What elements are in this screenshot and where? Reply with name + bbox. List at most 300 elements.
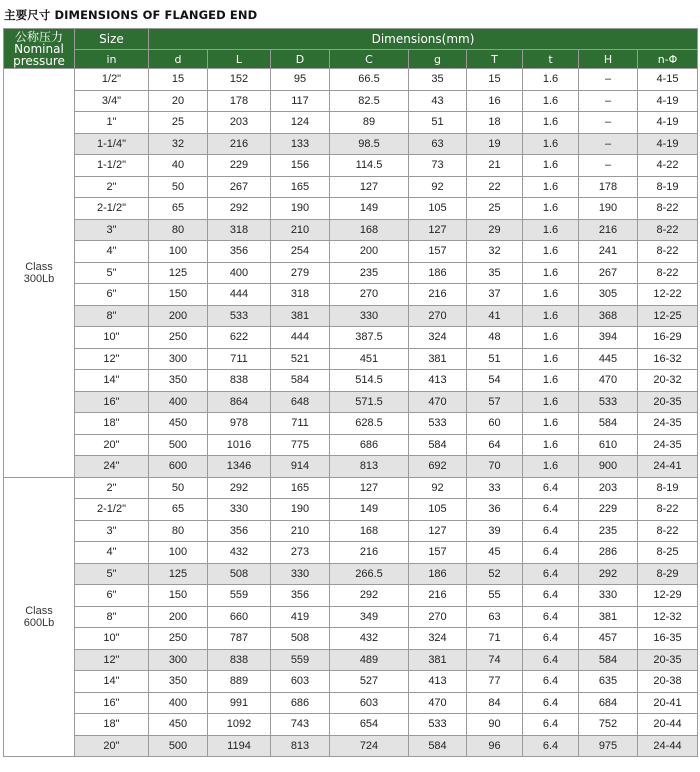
cell-D: 381 xyxy=(271,305,330,327)
cell-n-phi: 4-19 xyxy=(638,133,698,155)
cell-g: 533 xyxy=(409,714,467,736)
cell-size-in: 1-1/2" xyxy=(75,155,149,177)
cell-t: 1.6 xyxy=(523,219,579,241)
cell-d: 40 xyxy=(149,155,208,177)
cell-C: 571.5 xyxy=(330,391,409,413)
cell-size-in: 3" xyxy=(75,219,149,241)
cell-H: 584 xyxy=(579,649,638,671)
cell-C: 266.5 xyxy=(330,563,409,585)
cell-t: 6.4 xyxy=(523,499,579,521)
cell-D: 133 xyxy=(271,133,330,155)
cell-d: 200 xyxy=(149,606,208,628)
cell-L: 203 xyxy=(208,112,271,134)
cell-H: 178 xyxy=(579,176,638,198)
cell-T: 32 xyxy=(467,241,523,263)
cell-d: 450 xyxy=(149,714,208,736)
cell-n-phi: 16-35 xyxy=(638,628,698,650)
cell-t: 1.6 xyxy=(523,90,579,112)
cell-H: 635 xyxy=(579,671,638,693)
cell-n-phi: 8-22 xyxy=(638,241,698,263)
cell-t: 1.6 xyxy=(523,133,579,155)
cell-g: 127 xyxy=(409,219,467,241)
cell-D: 419 xyxy=(271,606,330,628)
cell-L: 178 xyxy=(208,90,271,112)
cell-t: 6.4 xyxy=(523,649,579,671)
cell-C: 149 xyxy=(330,499,409,521)
cell-size-in: 14" xyxy=(75,671,149,693)
cell-L: 216 xyxy=(208,133,271,155)
cell-n-phi: 24-35 xyxy=(638,434,698,456)
cell-T: 51 xyxy=(467,348,523,370)
cell-L: 508 xyxy=(208,563,271,585)
cell-t: 1.6 xyxy=(523,69,579,91)
cell-size-in: 16" xyxy=(75,692,149,714)
cell-H: 900 xyxy=(579,456,638,478)
cell-d: 600 xyxy=(149,456,208,478)
cell-n-phi: 24-41 xyxy=(638,456,698,478)
table-row xyxy=(4,628,698,650)
cell-C: 149 xyxy=(330,198,409,220)
cell-n-phi: 8-29 xyxy=(638,563,698,585)
cell-size-in: 4" xyxy=(75,241,149,263)
cell-C: 527 xyxy=(330,671,409,693)
cell-T: 37 xyxy=(467,284,523,306)
cell-t: 6.4 xyxy=(523,585,579,607)
cell-g: 381 xyxy=(409,649,467,671)
cell-D: 273 xyxy=(271,542,330,564)
cell-d: 50 xyxy=(149,176,208,198)
cell-g: 413 xyxy=(409,370,467,392)
cell-t: 6.4 xyxy=(523,714,579,736)
cell-L: 1016 xyxy=(208,434,271,456)
cell-t: 6.4 xyxy=(523,735,579,757)
cell-t: 6.4 xyxy=(523,563,579,585)
cell-T: 29 xyxy=(467,219,523,241)
cell-g: 470 xyxy=(409,391,467,413)
cell-H: 381 xyxy=(579,606,638,628)
cell-d: 20 xyxy=(149,90,208,112)
cell-size-in: 10" xyxy=(75,327,149,349)
cell-size-in: 6" xyxy=(75,284,149,306)
cell-L: 838 xyxy=(208,370,271,392)
cell-t: 6.4 xyxy=(523,542,579,564)
cell-T: 54 xyxy=(467,370,523,392)
cell-g: 157 xyxy=(409,241,467,263)
table-row xyxy=(4,370,698,392)
cell-T: 90 xyxy=(467,714,523,736)
table-row xyxy=(4,112,698,134)
cell-n-phi: 8-22 xyxy=(638,262,698,284)
cell-C: 66.5 xyxy=(330,69,409,91)
cell-L: 711 xyxy=(208,348,271,370)
class-label-line: 300Lb xyxy=(23,272,55,285)
class-label-line: Class xyxy=(25,604,53,617)
cell-d: 250 xyxy=(149,628,208,650)
dimensions-header: Dimensions(mm) xyxy=(149,29,698,50)
cell-t: 1.6 xyxy=(523,348,579,370)
table-row xyxy=(4,90,698,112)
cell-size-in: 12" xyxy=(75,348,149,370)
cell-C: 82.5 xyxy=(330,90,409,112)
cell-D: 559 xyxy=(271,649,330,671)
cell-d: 32 xyxy=(149,133,208,155)
cell-D: 813 xyxy=(271,735,330,757)
cell-H: 394 xyxy=(579,327,638,349)
cell-n-phi: 20-35 xyxy=(638,649,698,671)
cell-n-phi: 20-32 xyxy=(638,370,698,392)
cell-D: 330 xyxy=(271,563,330,585)
cell-D: 210 xyxy=(271,219,330,241)
cell-C: 349 xyxy=(330,606,409,628)
cell-t: 1.6 xyxy=(523,434,579,456)
table-row xyxy=(4,692,698,714)
cell-C: 330 xyxy=(330,305,409,327)
table-row xyxy=(4,477,698,499)
col-header-H: H xyxy=(579,50,638,69)
cell-D: 603 xyxy=(271,671,330,693)
cell-T: 60 xyxy=(467,413,523,435)
cell-g: 216 xyxy=(409,585,467,607)
cell-g: 105 xyxy=(409,499,467,521)
nominal-pressure-header xyxy=(4,29,75,69)
cell-size-in: 24" xyxy=(75,456,149,478)
cell-D: 444 xyxy=(271,327,330,349)
cell-size-in: 1-1/4" xyxy=(75,133,149,155)
cell-T: 16 xyxy=(467,90,523,112)
cell-C: 724 xyxy=(330,735,409,757)
cell-d: 350 xyxy=(149,370,208,392)
cell-g: 270 xyxy=(409,305,467,327)
cell-g: 584 xyxy=(409,735,467,757)
cell-D: 508 xyxy=(271,628,330,650)
cell-size-in: 2-1/2" xyxy=(75,499,149,521)
cell-L: 400 xyxy=(208,262,271,284)
cell-size-in: 1/2" xyxy=(75,69,149,91)
cell-t: 1.6 xyxy=(523,284,579,306)
cell-t: 6.4 xyxy=(523,671,579,693)
cell-D: 743 xyxy=(271,714,330,736)
class-label-line: Class xyxy=(25,260,53,273)
cell-n-phi: 8-19 xyxy=(638,176,698,198)
cell-g: 63 xyxy=(409,133,467,155)
cell-size-in: 8" xyxy=(75,305,149,327)
table-row xyxy=(4,499,698,521)
cell-t: 1.6 xyxy=(523,198,579,220)
cell-n-phi: 8-22 xyxy=(638,219,698,241)
cell-d: 100 xyxy=(149,241,208,263)
cell-L: 318 xyxy=(208,219,271,241)
cell-L: 622 xyxy=(208,327,271,349)
cell-T: 48 xyxy=(467,327,523,349)
cell-L: 292 xyxy=(208,198,271,220)
table-row xyxy=(4,348,698,370)
cell-size-in: 2-1/2" xyxy=(75,198,149,220)
cell-D: 356 xyxy=(271,585,330,607)
cell-H: 368 xyxy=(579,305,638,327)
cell-size-in: 20" xyxy=(75,434,149,456)
cell-g: 127 xyxy=(409,520,467,542)
table-row xyxy=(4,563,698,585)
cell-H: 470 xyxy=(579,370,638,392)
cell-n-phi: 16-29 xyxy=(638,327,698,349)
cell-size-in: 3/4" xyxy=(75,90,149,112)
cell-T: 45 xyxy=(467,542,523,564)
table-row xyxy=(4,241,698,263)
cell-d: 80 xyxy=(149,520,208,542)
cell-H: 752 xyxy=(579,714,638,736)
cell-d: 15 xyxy=(149,69,208,91)
cell-D: 914 xyxy=(271,456,330,478)
cell-C: 200 xyxy=(330,241,409,263)
cell-n-phi: 8-19 xyxy=(638,477,698,499)
cell-T: 15 xyxy=(467,69,523,91)
cell-C: 114.5 xyxy=(330,155,409,177)
cell-t: 1.6 xyxy=(523,413,579,435)
cell-C: 432 xyxy=(330,628,409,650)
cell-g: 186 xyxy=(409,563,467,585)
cell-L: 356 xyxy=(208,241,271,263)
cell-d: 400 xyxy=(149,391,208,413)
cell-D: 584 xyxy=(271,370,330,392)
cell-L: 1092 xyxy=(208,714,271,736)
cell-size-in: 18" xyxy=(75,413,149,435)
cell-D: 686 xyxy=(271,692,330,714)
cell-d: 150 xyxy=(149,284,208,306)
cell-size-in: 2" xyxy=(75,176,149,198)
class-label-cell xyxy=(4,69,75,478)
cell-H: 292 xyxy=(579,563,638,585)
cell-t: 6.4 xyxy=(523,628,579,650)
cell-L: 229 xyxy=(208,155,271,177)
cell-size-in: 16" xyxy=(75,391,149,413)
cell-H: 229 xyxy=(579,499,638,521)
cell-n-phi: 12-32 xyxy=(638,606,698,628)
cell-H: 584 xyxy=(579,413,638,435)
cell-D: 210 xyxy=(271,520,330,542)
cell-t: 1.6 xyxy=(523,262,579,284)
cell-D: 117 xyxy=(271,90,330,112)
cell-H: 190 xyxy=(579,198,638,220)
cell-size-in: 14" xyxy=(75,370,149,392)
cell-n-phi: 12-25 xyxy=(638,305,698,327)
cell-D: 775 xyxy=(271,434,330,456)
cell-d: 300 xyxy=(149,348,208,370)
class-label-cell xyxy=(4,477,75,757)
cell-size-in: 8" xyxy=(75,606,149,628)
nominal-pressure-en-2: pressure xyxy=(13,53,65,68)
cell-d: 25 xyxy=(149,112,208,134)
cell-size-in: 5" xyxy=(75,262,149,284)
cell-t: 1.6 xyxy=(523,370,579,392)
cell-g: 381 xyxy=(409,348,467,370)
cell-H: 610 xyxy=(579,434,638,456)
cell-d: 125 xyxy=(149,262,208,284)
cell-L: 838 xyxy=(208,649,271,671)
cell-T: 74 xyxy=(467,649,523,671)
cell-g: 157 xyxy=(409,542,467,564)
cell-t: 6.4 xyxy=(523,606,579,628)
cell-g: 216 xyxy=(409,284,467,306)
cell-L: 787 xyxy=(208,628,271,650)
table-row xyxy=(4,434,698,456)
cell-D: 318 xyxy=(271,284,330,306)
cell-D: 279 xyxy=(271,262,330,284)
nominal-pressure-en-1: Nominal xyxy=(14,41,64,56)
cell-H: 445 xyxy=(579,348,638,370)
cell-g: 270 xyxy=(409,606,467,628)
cell-d: 400 xyxy=(149,692,208,714)
cell-L: 444 xyxy=(208,284,271,306)
cell-T: 52 xyxy=(467,563,523,585)
table-row xyxy=(4,671,698,693)
table-row xyxy=(4,714,698,736)
cell-T: 21 xyxy=(467,155,523,177)
cell-t: 1.6 xyxy=(523,305,579,327)
cell-D: 165 xyxy=(271,477,330,499)
cell-d: 300 xyxy=(149,649,208,671)
cell-T: 22 xyxy=(467,176,523,198)
cell-d: 65 xyxy=(149,198,208,220)
cell-d: 125 xyxy=(149,563,208,585)
cell-d: 450 xyxy=(149,413,208,435)
cell-D: 254 xyxy=(271,241,330,263)
cell-g: 324 xyxy=(409,628,467,650)
cell-T: 55 xyxy=(467,585,523,607)
cell-n-phi: 20-41 xyxy=(638,692,698,714)
cell-d: 50 xyxy=(149,477,208,499)
cell-D: 124 xyxy=(271,112,330,134)
cell-size-in: 4" xyxy=(75,542,149,564)
cell-H: 975 xyxy=(579,735,638,757)
cell-n-phi: 24-44 xyxy=(638,735,698,757)
cell-g: 51 xyxy=(409,112,467,134)
cell-L: 1346 xyxy=(208,456,271,478)
cell-D: 95 xyxy=(271,69,330,91)
col-header-L: L xyxy=(208,50,271,69)
cell-C: 654 xyxy=(330,714,409,736)
cell-H: 684 xyxy=(579,692,638,714)
table-row xyxy=(4,69,698,91)
cell-size-in: 1" xyxy=(75,112,149,134)
cell-T: 36 xyxy=(467,499,523,521)
cell-size-in: 6" xyxy=(75,585,149,607)
cell-L: 889 xyxy=(208,671,271,693)
cell-g: 533 xyxy=(409,413,467,435)
cell-T: 71 xyxy=(467,628,523,650)
cell-T: 25 xyxy=(467,198,523,220)
cell-T: 63 xyxy=(467,606,523,628)
table-title: 主要尺寸 DIMENSIONS OF FLANGED END xyxy=(4,8,258,22)
cell-g: 43 xyxy=(409,90,467,112)
cell-H: – xyxy=(579,112,638,134)
table-row xyxy=(4,456,698,478)
cell-d: 150 xyxy=(149,585,208,607)
cell-t: 1.6 xyxy=(523,456,579,478)
table-row xyxy=(4,262,698,284)
table-row xyxy=(4,606,698,628)
cell-d: 100 xyxy=(149,542,208,564)
cell-L: 1194 xyxy=(208,735,271,757)
size-header: Size xyxy=(75,29,149,50)
cell-t: 1.6 xyxy=(523,241,579,263)
cell-g: 73 xyxy=(409,155,467,177)
cell-T: 57 xyxy=(467,391,523,413)
table-row xyxy=(4,284,698,306)
cell-T: 64 xyxy=(467,434,523,456)
cell-size-in: 3" xyxy=(75,520,149,542)
cell-T: 96 xyxy=(467,735,523,757)
cell-H: – xyxy=(579,69,638,91)
cell-n-phi: 12-22 xyxy=(638,284,698,306)
class-label-line: 600Lb xyxy=(23,616,55,629)
cell-D: 190 xyxy=(271,499,330,521)
cell-C: 451 xyxy=(330,348,409,370)
table-row xyxy=(4,305,698,327)
cell-H: – xyxy=(579,155,638,177)
cell-L: 152 xyxy=(208,69,271,91)
cell-g: 470 xyxy=(409,692,467,714)
cell-t: 1.6 xyxy=(523,112,579,134)
cell-L: 432 xyxy=(208,542,271,564)
cell-T: 18 xyxy=(467,112,523,134)
cell-C: 813 xyxy=(330,456,409,478)
cell-t: 1.6 xyxy=(523,391,579,413)
cell-d: 500 xyxy=(149,735,208,757)
col-header-t: t xyxy=(523,50,579,69)
cell-t: 6.4 xyxy=(523,477,579,499)
cell-g: 692 xyxy=(409,456,467,478)
col-header-in: in xyxy=(75,50,149,69)
cell-n-phi: 12-29 xyxy=(638,585,698,607)
cell-H: – xyxy=(579,90,638,112)
cell-n-phi: 16-32 xyxy=(638,348,698,370)
cell-H: 241 xyxy=(579,241,638,263)
col-header-g: g xyxy=(409,50,467,69)
cell-size-in: 20" xyxy=(75,735,149,757)
cell-n-phi: 4-19 xyxy=(638,90,698,112)
table-row xyxy=(4,155,698,177)
cell-d: 500 xyxy=(149,434,208,456)
table-row xyxy=(4,391,698,413)
cell-D: 156 xyxy=(271,155,330,177)
cell-g: 324 xyxy=(409,327,467,349)
cell-L: 991 xyxy=(208,692,271,714)
col-header-n-phi: n-Φ xyxy=(638,50,698,69)
table-row xyxy=(4,327,698,349)
cell-t: 6.4 xyxy=(523,692,579,714)
table-row xyxy=(4,585,698,607)
cell-C: 387.5 xyxy=(330,327,409,349)
cell-size-in: 12" xyxy=(75,649,149,671)
cell-C: 270 xyxy=(330,284,409,306)
cell-n-phi: 4-15 xyxy=(638,69,698,91)
cell-T: 35 xyxy=(467,262,523,284)
cell-L: 660 xyxy=(208,606,271,628)
cell-n-phi: 8-22 xyxy=(638,198,698,220)
cell-L: 356 xyxy=(208,520,271,542)
table-row xyxy=(4,413,698,435)
cell-C: 127 xyxy=(330,176,409,198)
cell-n-phi: 4-19 xyxy=(638,112,698,134)
cell-g: 413 xyxy=(409,671,467,693)
cell-t: 1.6 xyxy=(523,155,579,177)
table-row xyxy=(4,542,698,564)
table-row xyxy=(4,176,698,198)
cell-H: 330 xyxy=(579,585,638,607)
col-header-C: C xyxy=(330,50,409,69)
cell-C: 489 xyxy=(330,649,409,671)
cell-n-phi: 20-44 xyxy=(638,714,698,736)
